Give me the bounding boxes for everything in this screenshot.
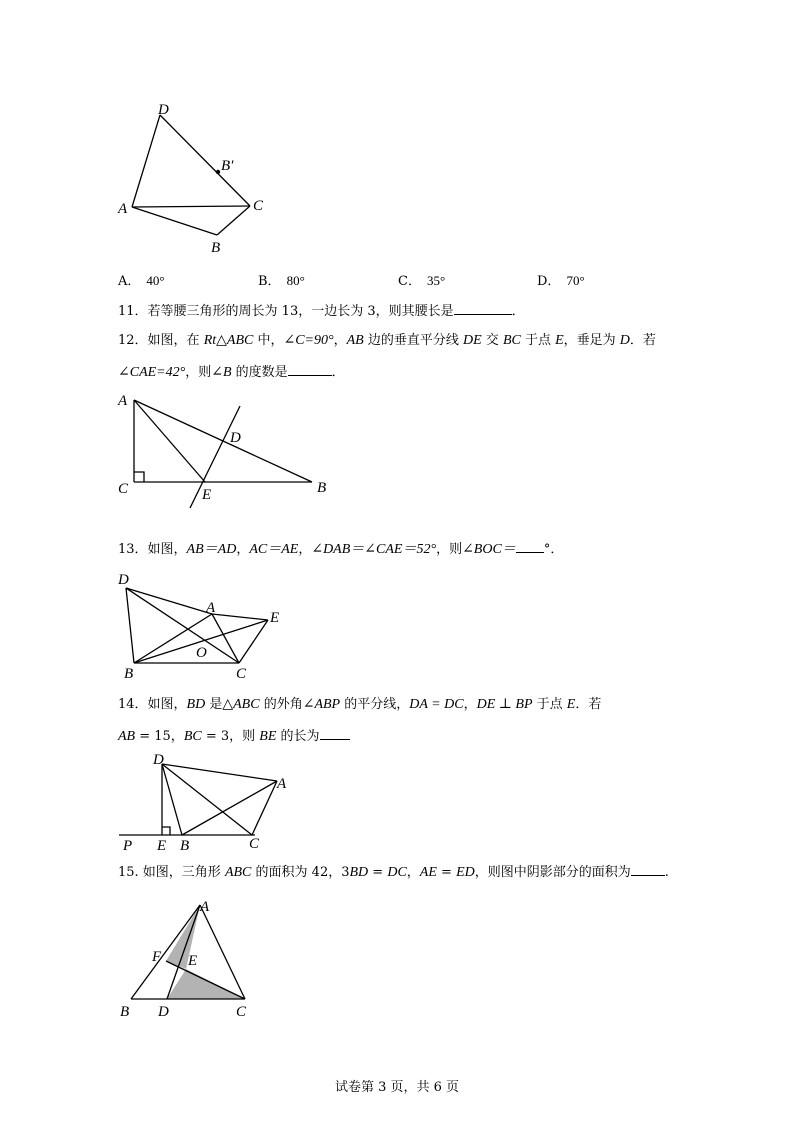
q15-text-3: ，: [406, 865, 420, 880]
shaded-triangle-figure: [112, 895, 272, 1025]
label-b: B: [317, 480, 327, 496]
segment-bc: [217, 206, 250, 235]
q14-text-5: ，: [463, 697, 477, 712]
label-d: D: [158, 102, 169, 118]
label-e: E: [157, 838, 167, 852]
segment-ba: [182, 781, 277, 835]
question-11-text: 11．若等腰三角形的周长为 13，一边长为 3，则其腰长是: [118, 304, 454, 319]
segment-ac: [212, 614, 239, 663]
question-14-line2: [118, 727, 350, 746]
q12-line-de: DE: [463, 333, 482, 348]
q15-segment-ae: AE: [419, 865, 437, 880]
q14-text-7: ．若: [575, 697, 602, 712]
choice-b-letter: B．: [258, 274, 281, 289]
q14-text-8: 的长为: [276, 729, 320, 744]
label-a: A: [200, 899, 210, 915]
q15-equals-1: =: [368, 865, 388, 880]
q13-text-2: ，: [236, 542, 250, 557]
label-d: D: [118, 572, 129, 588]
q13-text-3: ，: [298, 542, 312, 557]
label-c: C: [236, 666, 247, 682]
choice-d-value: 70°: [566, 273, 585, 288]
label-d: D: [153, 752, 164, 768]
q14-value-ab: = 15，: [135, 729, 184, 744]
q12-text-7: ，垂足为: [563, 333, 620, 348]
label-c: C: [253, 198, 264, 214]
label-a: A: [118, 201, 128, 217]
point-b-prime: [216, 170, 220, 174]
q14-text-1: 14．如图，: [118, 697, 187, 712]
label-p: P: [123, 838, 133, 852]
label-f: F: [152, 949, 162, 965]
choice-c-letter: C．: [398, 274, 421, 289]
q15-text-2: 的面积为 42，3: [251, 865, 350, 880]
question-11: [118, 302, 525, 321]
q14-perp: DE ⊥ BP: [476, 697, 533, 712]
perpendicular-bisector-de: [190, 406, 240, 508]
segment-ab: [132, 207, 217, 235]
q13-angle-boc: ∠BOC＝: [462, 542, 516, 557]
label-a: A: [118, 393, 128, 409]
q13-eq-ac-ae: AC＝AE: [249, 542, 299, 557]
q12-text-6: 于点: [520, 333, 556, 348]
q15-text-4: ，则图中阴影部分的面积为: [474, 865, 631, 880]
label-c: C: [249, 836, 260, 852]
right-angle-mark: [162, 827, 170, 835]
q13-eq-angles: ∠DAB＝∠CAE＝52°: [311, 542, 437, 557]
segment-ae: [212, 614, 268, 620]
label-d: D: [158, 1004, 169, 1020]
question-12-line2: [118, 363, 345, 382]
question-14-line1: [118, 696, 601, 714]
q14-line-bd: BD: [186, 697, 206, 712]
q12-end: ．: [331, 365, 345, 380]
q14-text-6: 于点: [532, 697, 567, 712]
q15-triangle: ABC: [224, 865, 252, 880]
segment-da: [162, 764, 277, 781]
q15-segment-ed: ED: [456, 865, 475, 880]
choice-a-letter: A．: [118, 274, 141, 289]
choice-d-letter: D．: [537, 274, 561, 289]
two-triangles-figure: [112, 568, 292, 683]
segment-ac: [132, 206, 250, 207]
q12-text-1: 12．如图，在: [118, 333, 204, 348]
answer-blank-12[interactable]: [288, 363, 332, 376]
q12-text-5: 交: [481, 333, 503, 348]
segment-dc: [126, 588, 239, 663]
answer-blank-14[interactable]: [320, 727, 350, 740]
q12-text-4: 边的垂直平分线: [363, 333, 463, 348]
q13-text-1: 13．如图，: [118, 542, 187, 557]
q15-end: .: [664, 865, 669, 880]
q12-angle-b: ∠B: [211, 365, 232, 380]
label-e: E: [270, 610, 280, 626]
label-b: B: [120, 1004, 130, 1020]
q14-text-2: 是: [205, 697, 223, 712]
choice-d[interactable]: [537, 270, 585, 289]
segment-ac: [252, 781, 277, 835]
question-13: [118, 540, 563, 559]
choice-b[interactable]: [258, 270, 305, 289]
q12-triangle: Rt△ABC: [203, 333, 254, 348]
q14-segment-be: BE: [259, 729, 277, 744]
q15-text-1: 15. 如图，三角形: [118, 865, 225, 880]
label-e: E: [188, 953, 198, 969]
question-15: [118, 863, 669, 882]
segment-ce: [239, 620, 268, 663]
label-c: C: [236, 1004, 247, 1020]
label-a: A: [277, 776, 287, 792]
q13-end: °．: [543, 542, 564, 557]
segment-ad: [132, 115, 160, 207]
segment-da: [126, 588, 212, 614]
q12-text-8: ．若: [629, 333, 656, 348]
segment-db: [126, 588, 134, 663]
segment-ae: [134, 400, 205, 482]
q14-point-e: E: [566, 697, 576, 712]
exterior-angle-figure: [115, 752, 295, 852]
label-b: B: [211, 240, 221, 256]
label-d: D: [230, 430, 241, 446]
choice-a-value: 40°: [146, 273, 165, 288]
right-triangle-figure: [112, 388, 337, 508]
q12-point-d: D: [619, 333, 630, 348]
answer-blank-13[interactable]: [516, 540, 544, 553]
q15-equals-2: =: [436, 865, 457, 880]
label-o: O: [196, 645, 207, 661]
quadrilateral-figure: [110, 95, 280, 260]
q14-side-ab: AB: [118, 729, 136, 744]
segment-db: [162, 764, 182, 835]
q13-eq-ab-ad: AB＝AD: [186, 542, 237, 557]
label-a: A: [206, 600, 216, 616]
q14-angle-abp: ∠ABP: [302, 697, 341, 712]
q15-segment-bd: BD: [349, 865, 369, 880]
label-c: C: [118, 481, 129, 497]
right-angle-mark: [134, 472, 144, 482]
answer-blank-11[interactable]: [454, 302, 512, 315]
q14-eq-da-dc: DA = DC: [409, 697, 464, 712]
label-e: E: [202, 487, 212, 503]
q13-text-4: ，则: [436, 542, 463, 557]
q14-value-bc: = 3，则: [201, 729, 260, 744]
q12-text-3: ，: [333, 333, 347, 348]
q12-angle-c: ∠C=90°: [283, 333, 334, 348]
label-b-prime: B′: [221, 158, 234, 174]
segment-dc: [162, 764, 252, 835]
q12-text-9: ，则: [185, 365, 212, 380]
choice-a[interactable]: [118, 270, 165, 289]
q12-angle-cae: ∠CAE=42°: [118, 365, 186, 380]
choice-b-value: 80°: [286, 273, 305, 288]
answer-blank-15[interactable]: [631, 863, 665, 876]
q14-text-3: 的外角: [259, 697, 303, 712]
choice-c-value: 35°: [426, 273, 446, 288]
q12-point-e: E: [555, 333, 564, 348]
question-11-end: ．: [511, 304, 525, 319]
q15-segment-dc: DC: [387, 865, 407, 880]
q12-side-bc: BC: [502, 333, 521, 348]
q14-text-4: 的平分线，: [340, 697, 410, 712]
q12-text-2: 中，: [253, 333, 284, 348]
q12-side-ab: AB: [346, 333, 364, 348]
q12-text-10: 的度数是: [231, 365, 288, 380]
segment-dc: [160, 115, 250, 206]
label-b: B: [124, 666, 134, 682]
q14-side-bc: BC: [183, 729, 202, 744]
page-footer: 试卷第 3 页，共 6 页: [334, 1080, 460, 1095]
label-b: B: [180, 838, 190, 852]
question-12-line1: [118, 332, 656, 350]
choice-c[interactable]: [398, 270, 445, 289]
q14-triangle: △ABC: [222, 697, 260, 712]
